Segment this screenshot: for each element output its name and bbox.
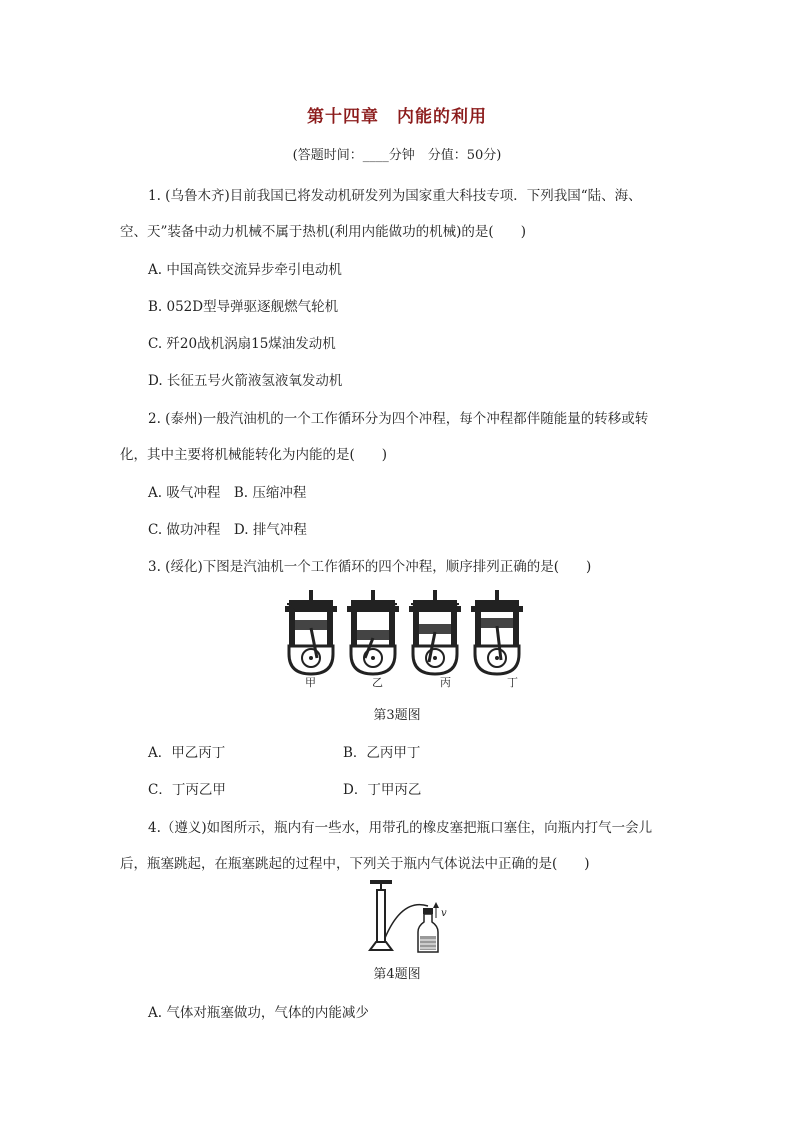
q3-option-a: A．甲乙丙丁 [148,745,226,761]
q4-stem-line1: 4.（遵义)如图所示，瓶内有一些水，用带孔的橡皮塞把瓶口塞住，向瓶内打气一会儿 [148,820,653,836]
q1-option-c: C. 歼20战机涡扇15煤油发动机 [148,336,336,352]
q3-option-b: B．乙丙甲丁 [343,745,421,761]
engine-strokes-figure [285,590,525,690]
figure-label-yi: 乙 [372,676,383,689]
velocity-label: v [441,908,447,919]
q1-option-b: B. 052D型导弹驱逐舰燃气轮机 [148,299,339,315]
chapter-title: 第十四章 内能的利用 [307,107,487,127]
q2-options-cd: C. 做功冲程 D. 排气冲程 [148,522,307,538]
pump-bottle-figure [366,878,446,958]
figure-label-jia: 甲 [305,676,316,689]
figure-label-bing: 丙 [440,676,451,689]
q4-stem-line2: 后，瓶塞跳起，在瓶塞跳起的过程中，下列关于瓶内气体说法中正确的是( ) [120,856,590,872]
q1-stem-line2: 空、天”装备中动力机械不属于热机(利用内能做功的机械)的是( ) [120,224,526,240]
q1-option-d: D. 长征五号火箭液氢液氧发动机 [148,373,343,389]
q2-options-ab: A. 吸气冲程 B. 压缩冲程 [148,485,307,501]
figure-label-ding: 丁 [507,676,518,689]
q1-stem-line1: 1. (乌鲁木齐)目前我国已将发动机研发列为国家重大科技专项．下列我国“陆、海、 [148,188,642,204]
q3-option-c: C．丁丙乙甲 [148,782,226,798]
q3-figure-caption: 第3题图 [373,708,421,723]
q2-stem-line2: 化，其中主要将机械能转化为内能的是( ) [120,447,388,463]
exam-info: (答题时间：____分钟 分值：50分) [292,148,502,163]
q4-option-a: A. 气体对瓶塞做功，气体的内能减少 [148,1005,369,1021]
q4-figure-caption: 第4题图 [373,967,421,982]
q2-stem-line1: 2. (泰州)一般汽油机的一个工作循环分为四个冲程，每个冲程都伴随能量的转移或转 [148,411,649,427]
q1-option-a: A. 中国高铁交流异步牵引电动机 [148,262,342,278]
q3-stem: 3. (绥化)下图是汽油机一个工作循环的四个冲程，顺序排列正确的是( ) [148,559,592,575]
q3-option-d: D．丁甲丙乙 [343,782,422,798]
